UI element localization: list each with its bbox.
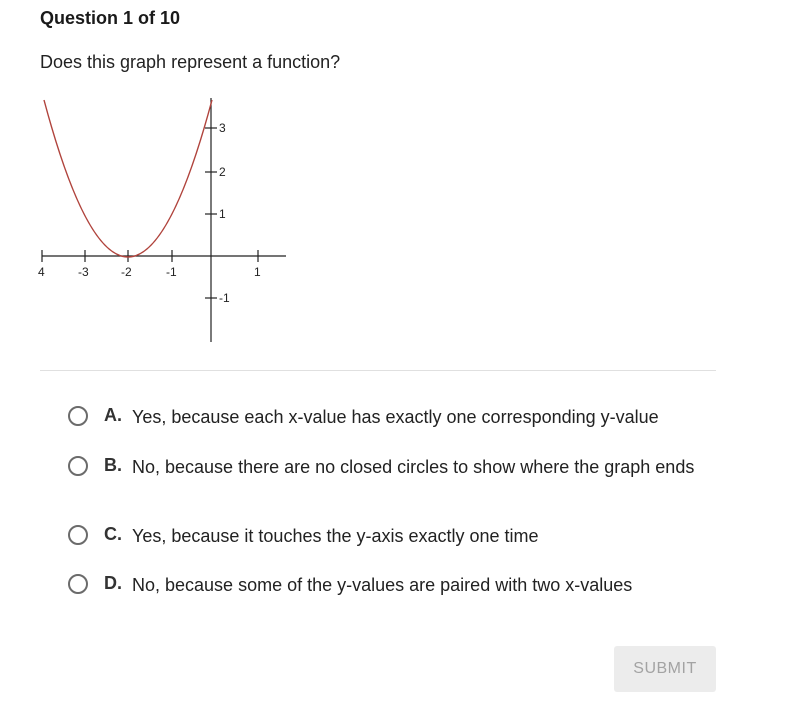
question-prompt: Does this graph represent a function? xyxy=(40,52,341,72)
x-tick-label: 4 xyxy=(38,265,45,279)
choice-letter: D. xyxy=(104,573,122,593)
choice-letter: B. xyxy=(104,455,122,475)
y-tick-label: 3 xyxy=(219,121,226,135)
x-tick-label: -3 xyxy=(78,265,89,279)
divider xyxy=(40,370,716,371)
radio-button[interactable] xyxy=(68,406,88,426)
radio-button[interactable] xyxy=(68,456,88,476)
choice-text: No, because some of the y-values are paired with two x-values xyxy=(132,575,633,595)
parabola-curve xyxy=(44,100,212,257)
submit-button[interactable]: SUBMIT xyxy=(614,646,716,692)
choice-c[interactable] xyxy=(68,524,702,548)
choice-b[interactable] xyxy=(68,455,702,479)
question-counter: Question 1 of 10 xyxy=(40,8,181,28)
y-tick-label: -1 xyxy=(219,291,230,305)
y-tick-label: 2 xyxy=(219,165,226,179)
parabola-graph xyxy=(30,92,300,352)
y-tick-label: 1 xyxy=(219,207,226,221)
x-tick-label: -2 xyxy=(121,265,132,279)
radio-button[interactable] xyxy=(68,574,88,594)
choice-text: Yes, because each x-value has exactly one corresponding y-value xyxy=(132,407,659,427)
radio-button[interactable] xyxy=(68,525,88,545)
choice-d[interactable] xyxy=(68,573,702,597)
choice-letter: C. xyxy=(104,524,122,544)
x-tick-label: -1 xyxy=(166,265,177,279)
choice-text: Yes, because it touches the y-axis exactly one time xyxy=(132,526,539,546)
choice-letter: A. xyxy=(104,405,122,425)
choice-text: No, because there are no closed circles to show where the graph ends xyxy=(132,457,695,477)
x-tick-label: 1 xyxy=(254,265,261,279)
choice-a[interactable] xyxy=(68,405,702,429)
